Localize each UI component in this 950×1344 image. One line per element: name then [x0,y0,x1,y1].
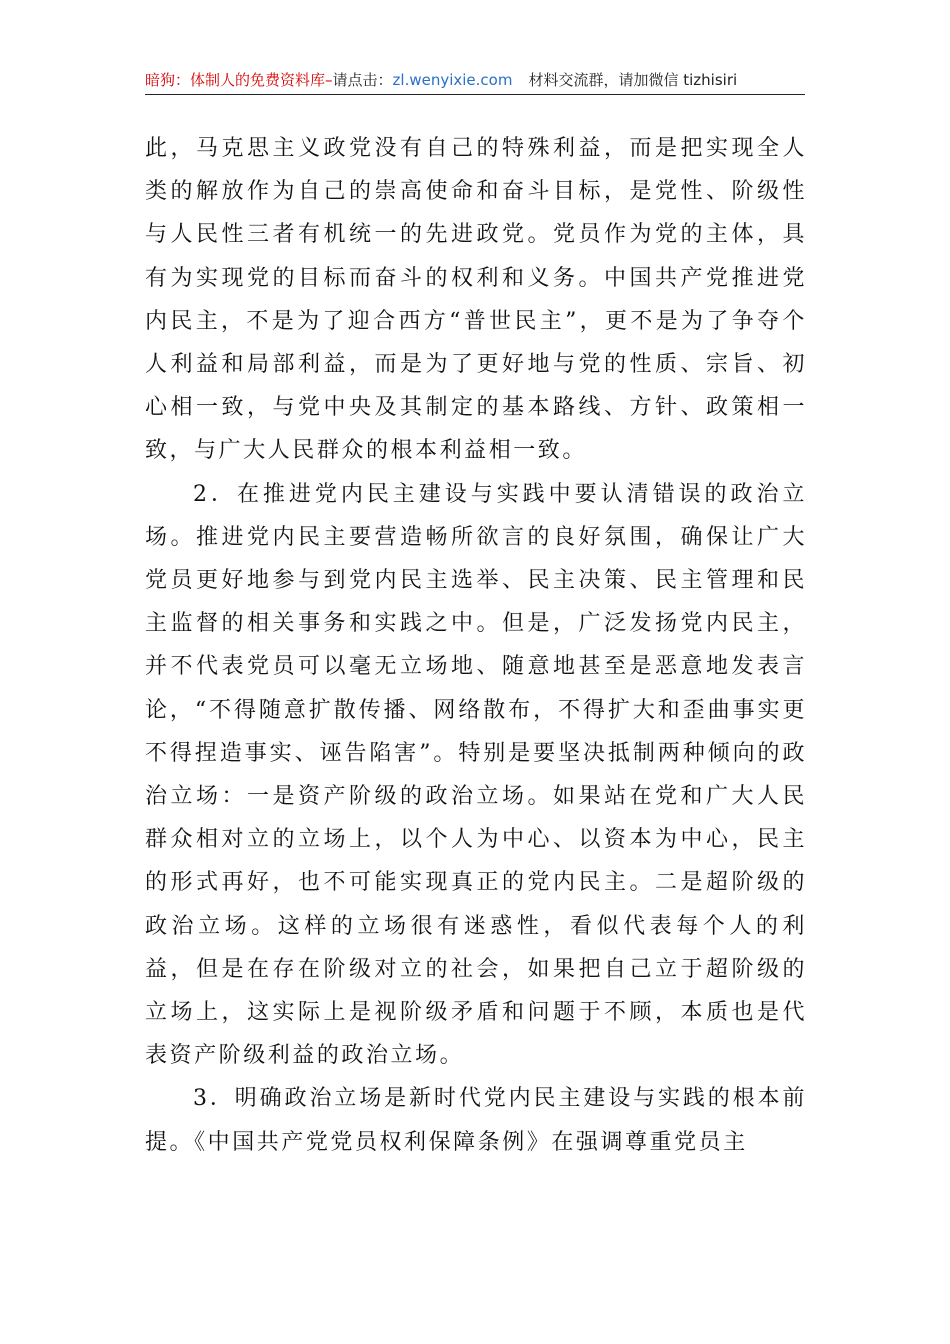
header-url-link[interactable]: zl.wenyixie.com [392,71,513,89]
page-header [145,66,805,95]
header-group-info: 材料交流群，请加微信 tizhisiri [528,71,738,89]
header-dash: – [325,71,333,89]
header-click-label: 请点击： [332,71,393,89]
document-body [145,127,807,1164]
header-brand: 暗狗：体制人的免费资料库 [145,71,326,89]
paragraph-1: 此，马克思主义政党没有自己的特殊利益，而是把实现全人类的解放作为自己的崇高使命和奋斗目标，是党性、阶级性与人民性三者有机统一的先进政党。党员作为党的主体，具有为实现党的目标而奋斗的权利和义务。中国共产党推进党内民主，不是为了迎合西方“普世民主”，更不是为了争夺个人利益和局部利益，而是为了更好地与党的性质、宗旨、初心相一致，与党中央及其制定的基本路线、方针、政策相一致，与广大人民群众的根本利益相一致。 [145,136,807,464]
paragraph-3: 3．明确政治立场是新时代党内民主建设与实践的根本前提。《中国共产党党员权利保障条例》在强调尊重党员主 [145,1086,807,1155]
paragraph-2: 2．在推进党内民主建设与实践中要认清错误的政治立场。推进党内民主要营造畅所欲言的良好氛围，确保让广大党员更好地参与到党内民主选举、民主决策、民主管理和民主监督的相关事务和实践之中。但是，广泛发扬党内民主，并不代表党员可以毫无立场地、随意地甚至是恶意地发表言论，“不得随意扩散传播、网络散布，不得扩大和歪曲事实更不得捏造事实、诬告陷害”。特别是要坚决抵制两种倾向的政治立场：一是资产阶级的政治立场。如果站在党和广大人民群众相对立的立场上，以个人为中心、以资本为中心，民主的形式再好，也不可能实现真正的党内民主。二是超阶级的政治立场。这样的立场很有迷惑性，看似代表每个人的利益，但是在存在阶级对立的社会，如果把自己立于超阶级的立场上，这实际上是视阶级矛盾和问题于不顾，本质也是代表资产阶级利益的政治立场。 [145,481,807,1069]
